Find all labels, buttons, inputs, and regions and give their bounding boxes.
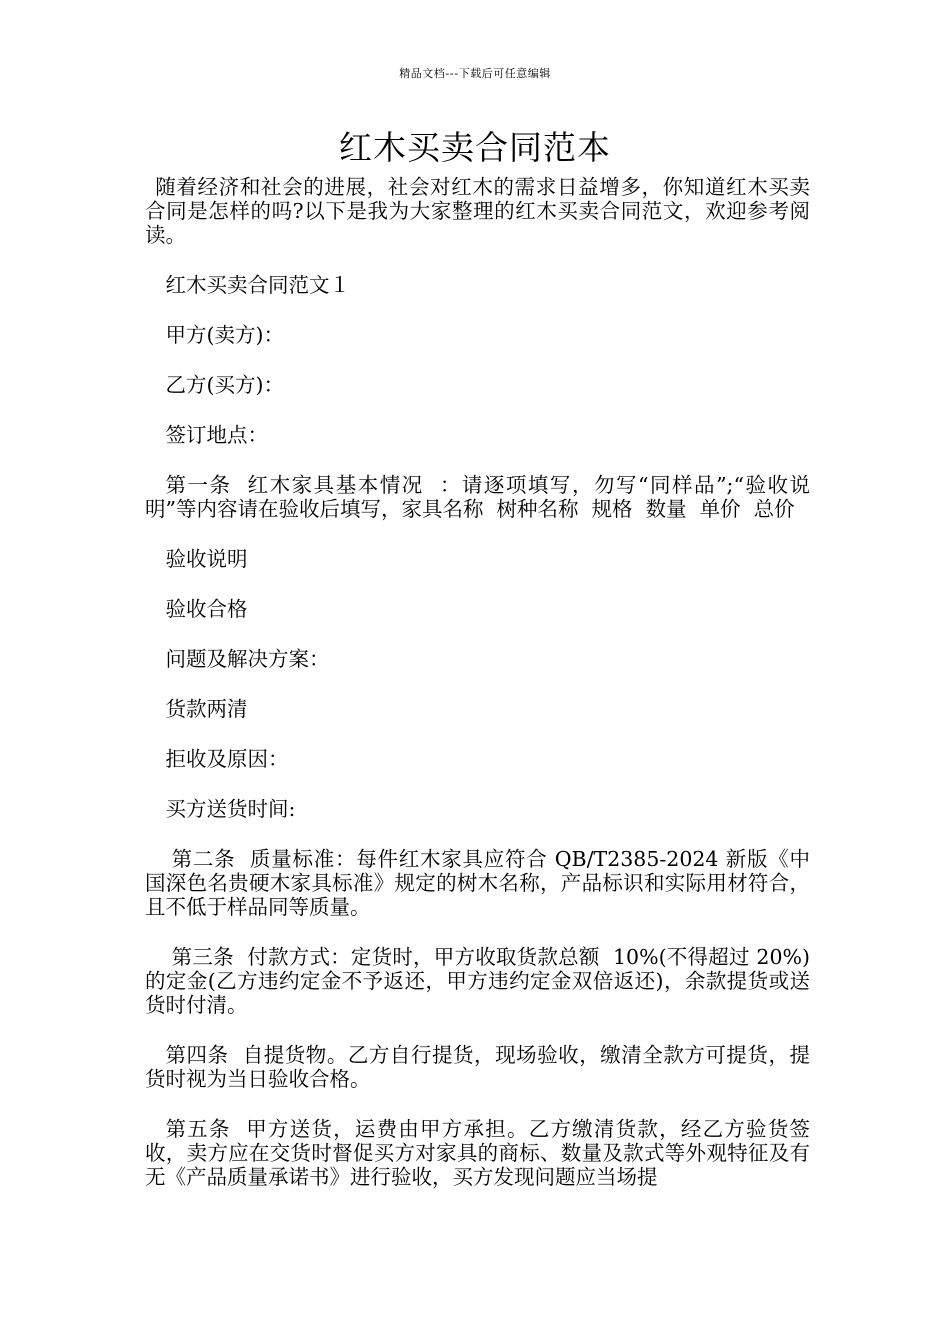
signing-place-line: 签订地点： bbox=[165, 423, 268, 447]
article-1-paragraph: 第一条 红木家具基本情况 ：请逐项填写，勿写“同样品”;“验收说明”等内容请在验收后填写，家具名称 树种名称 规格 数量 单价 总价 bbox=[145, 473, 810, 521]
article-2-paragraph: 第二条 质量标准：每件红木家具应符合 QB/T2385-2024 新版《中国深色名贵硬木家具标准》规定的树木名称，产品标识和实际用材符合，且不低于样品同等质量。 bbox=[145, 847, 810, 919]
delivery-time-line: 买方送货时间: bbox=[165, 797, 296, 821]
document-body bbox=[145, 175, 810, 1215]
rejection-reason-line: 拒收及原因： bbox=[165, 747, 289, 771]
acceptance-passed-line: 验收合格 bbox=[165, 597, 248, 621]
document-title: 红木买卖合同范本 bbox=[339, 128, 611, 167]
article-3-paragraph: 第三条 付款方式：定货时，甲方收取货款总额 10%(不得超过 20%)的定金(乙方违约定金不予返还，甲方违约定金双倍返还)，余款提货或送货时付清。 bbox=[145, 945, 810, 1017]
header-note: 精品文档---下载后可任意编辑 bbox=[399, 67, 551, 80]
party-a-line: 甲方(卖方)： bbox=[165, 323, 284, 347]
intro-paragraph: 随着经济和社会的进展，社会对红木的需求日益增多，你知道红木买卖合同是怎样的吗?以下是我为大家整理的红木买卖合同范文，欢迎参考阅读。 bbox=[145, 175, 810, 247]
article-5-paragraph: 第五条 甲方送货，运费由甲方承担。乙方缴清货款，经乙方验货签收，卖方应在交货时督促买方对家具的商标、数量及款式等外观特征及有无《产品质量承诺书》进行验收，买方发现问题应当场提 bbox=[145, 1117, 810, 1189]
payment-settled-line: 货款两清 bbox=[165, 697, 248, 721]
section-heading-sample-1: 红木买卖合同范文１ bbox=[165, 273, 350, 297]
article-4-paragraph: 第四条 自提货物。乙方自行提货，现场验收，缴清全款方可提货，提货时视为当日验收合格。 bbox=[145, 1043, 810, 1091]
issues-solution-line: 问题及解决方案： bbox=[165, 647, 330, 671]
party-b-line: 乙方(买方)： bbox=[165, 373, 284, 397]
acceptance-note-line: 验收说明 bbox=[165, 547, 248, 571]
